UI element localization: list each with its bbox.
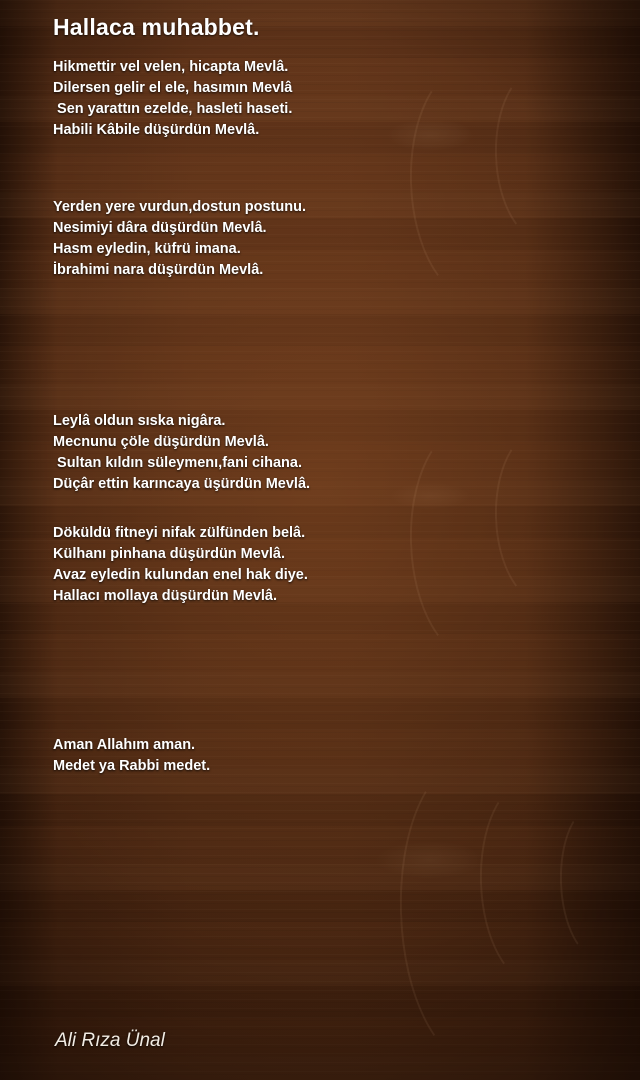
poem-author: Ali Rıza Ünal [55,1030,165,1051]
poem-stanza-1 [53,57,600,141]
poem-line: Mecnunu çöle düşürdün Mevlâ. [53,434,269,450]
poem-line: Sultan kıldın süleymenı,fani cihana. [53,455,302,471]
poem-line: Habili Kâbile düşürdün Mevlâ. [53,122,260,138]
poem-line: Avaz eyledin kulundan enel hak diye. [53,567,308,583]
stanza-spacer [40,141,600,197]
poem-line: Sen yarattın ezelde, hasleti haseti. [53,101,293,117]
stanza-spacer [40,607,600,735]
poem-line: Külhanı pinhana düşürdün Mevlâ. [53,546,286,562]
poem-line: Hikmettir vel velen, hicapta Mevlâ. [53,59,289,75]
page-title: Hallaca muhabbet. [53,14,260,40]
poem-line: Döküldü fitneyi nifak zülfünden belâ. [53,525,306,541]
poem-stanza-3 [53,411,600,495]
wood-grain-arc-icon [557,804,636,960]
poem-line: İbrahimi nara düşürdün Mevlâ. [53,262,264,278]
poem-line: Dilersen gelir el ele, hasımın Mevlâ [53,80,293,96]
poem-line: Medet ya Rabbi medet. [53,758,211,774]
poem-line: Nesimiyi dâra düşürdün Mevlâ. [53,220,267,236]
stanza-spacer [40,495,600,523]
poem-line: Leylâ oldun sıska nigâra. [53,413,226,429]
poem-stanza-2 [53,197,600,281]
poem-line: Hallacı mollaya düşürdün Mevlâ. [53,588,278,604]
poem-line: Düçâr ettin karıncaya üşürdün Mevlâ. [53,476,311,492]
poem-line: Yerden yere vurdun,dostun postunu. [53,199,306,215]
poem-stanza-5 [53,735,600,777]
poem-line: Hasm eyledin, küfrü imana. [53,241,241,257]
poem-stanza-4 [53,523,600,607]
stanza-spacer [40,281,600,411]
wood-grain-arc-icon [395,758,550,1067]
wood-grain-arc-icon [476,778,587,986]
poem-line: Aman Allahım aman. [53,737,196,753]
